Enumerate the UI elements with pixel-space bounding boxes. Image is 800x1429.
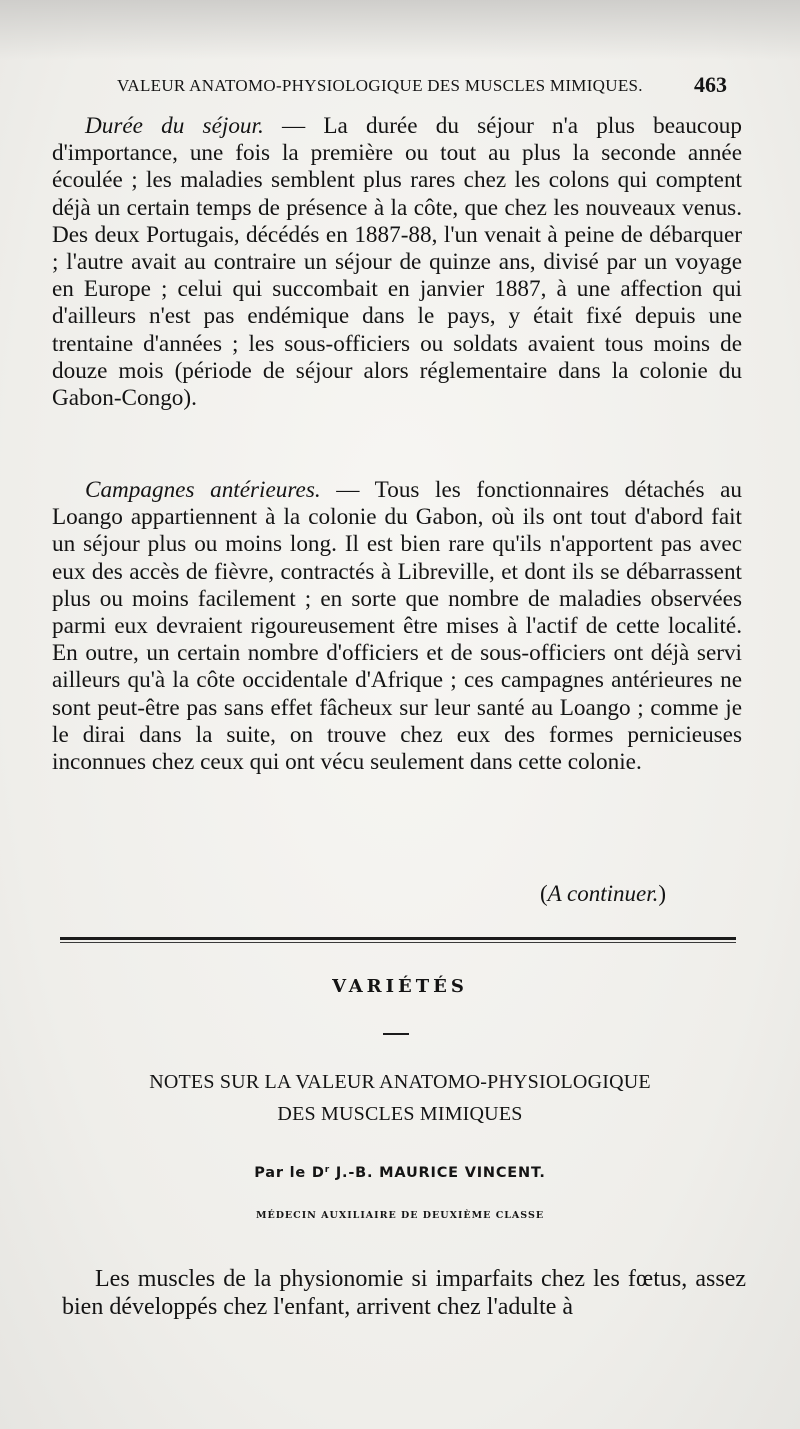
short-divider	[383, 1033, 409, 1035]
paragraph-duree-du-sejour	[52, 113, 742, 412]
scan-shadow	[0, 0, 800, 60]
page-number: 463	[694, 72, 727, 97]
section-rule	[60, 937, 736, 940]
paren-close: )	[658, 881, 667, 906]
run-in-heading: Campagnes antérieures.	[85, 477, 321, 503]
paragraph-text: — La durée du séjour n'a plus beaucoup d'importance, une fois la première ou tout au plus la seconde année écoulée ; les maladies semblent plus rares chez les colons qui comptent déjà un certain temps de présence à la côte, que chez les nouveaux venus. Des deux Portugais, décédés en 1887-88, l'un venait à peine de débarquer ; l'autre avait au contraire un séjour de quinze ans, divisé par un voyage en Europe ; celui qui succombait en janvier 1887, à une affection qui d'ailleurs n'est pas endémique dans le pays, y était fixé depuis une trentaine d'années ; les sous-officiers ou soldats avaient tous moins de douze mois (période de séjour alors réglementaire dans la colonie du Gabon-Congo).	[52, 113, 742, 412]
section-heading: VARIÉTÉS	[332, 976, 468, 997]
running-head: VALEUR ANATOMO-PHYSIOLOGIQUE DES MUSCLES MIMIQUES.	[117, 76, 643, 95]
author-affiliation: MÉDECIN AUXILIAIRE DE DEUXIÈME CLASSE	[255, 1210, 545, 1221]
article-title-line-1: NOTES SUR LA VALEUR ANATOMO-PHYSIOLOGIQUE	[149, 1071, 651, 1093]
article-opening-paragraph: Les muscles de la physionomie si imparfaits chez les fœtus, assez bien développés chez l'enfant, arrivent chez l'adulte à	[62, 1266, 746, 1320]
article-title-line-2: DES MUSCLES MIMIQUES	[277, 1103, 523, 1125]
continuation-text: A continuer.	[547, 881, 659, 906]
section-rule-thin	[60, 942, 736, 943]
paren-open: (	[540, 881, 548, 906]
byline-superscript: r	[324, 1165, 330, 1175]
author-name: J.-B. MAURICE VINCENT.	[330, 1165, 546, 1181]
run-in-heading: Durée du séjour.	[85, 113, 264, 139]
author-byline	[0, 1165, 800, 1181]
continuation-note	[540, 881, 666, 907]
paragraph-text: — Tous les fonctionnaires détachés au Loango appartiennent à la colonie du Gabon, où ils ont tout d'abord fait un séjour plus ou moins long. Il est bien rare qu'ils n'apportent pas avec eux des accès de fièvre, contractés à Libreville, et dont ils se débarrassent plus ou moins facilement ; en sorte que nombre de maladies observées parmi eux devraient rigoureusement être mises à l'actif de cette localité. En outre, un certain nombre d'officiers et de sous-officiers ont déjà servi ailleurs qu'à la côte occidentale d'Afrique ; ces campagnes antérieures ne sont peut-être pas sans effet fâcheux sur leur santé au Loango ; comme je le dirai dans la suite, on trouve chez eux des formes pernicieuses inconnues chez ceux qui ont vécu seulement dans cette colonie.	[52, 477, 743, 776]
paragraph-campagnes-anterieures	[52, 477, 742, 776]
byline-prefix: Par le D	[254, 1165, 325, 1181]
